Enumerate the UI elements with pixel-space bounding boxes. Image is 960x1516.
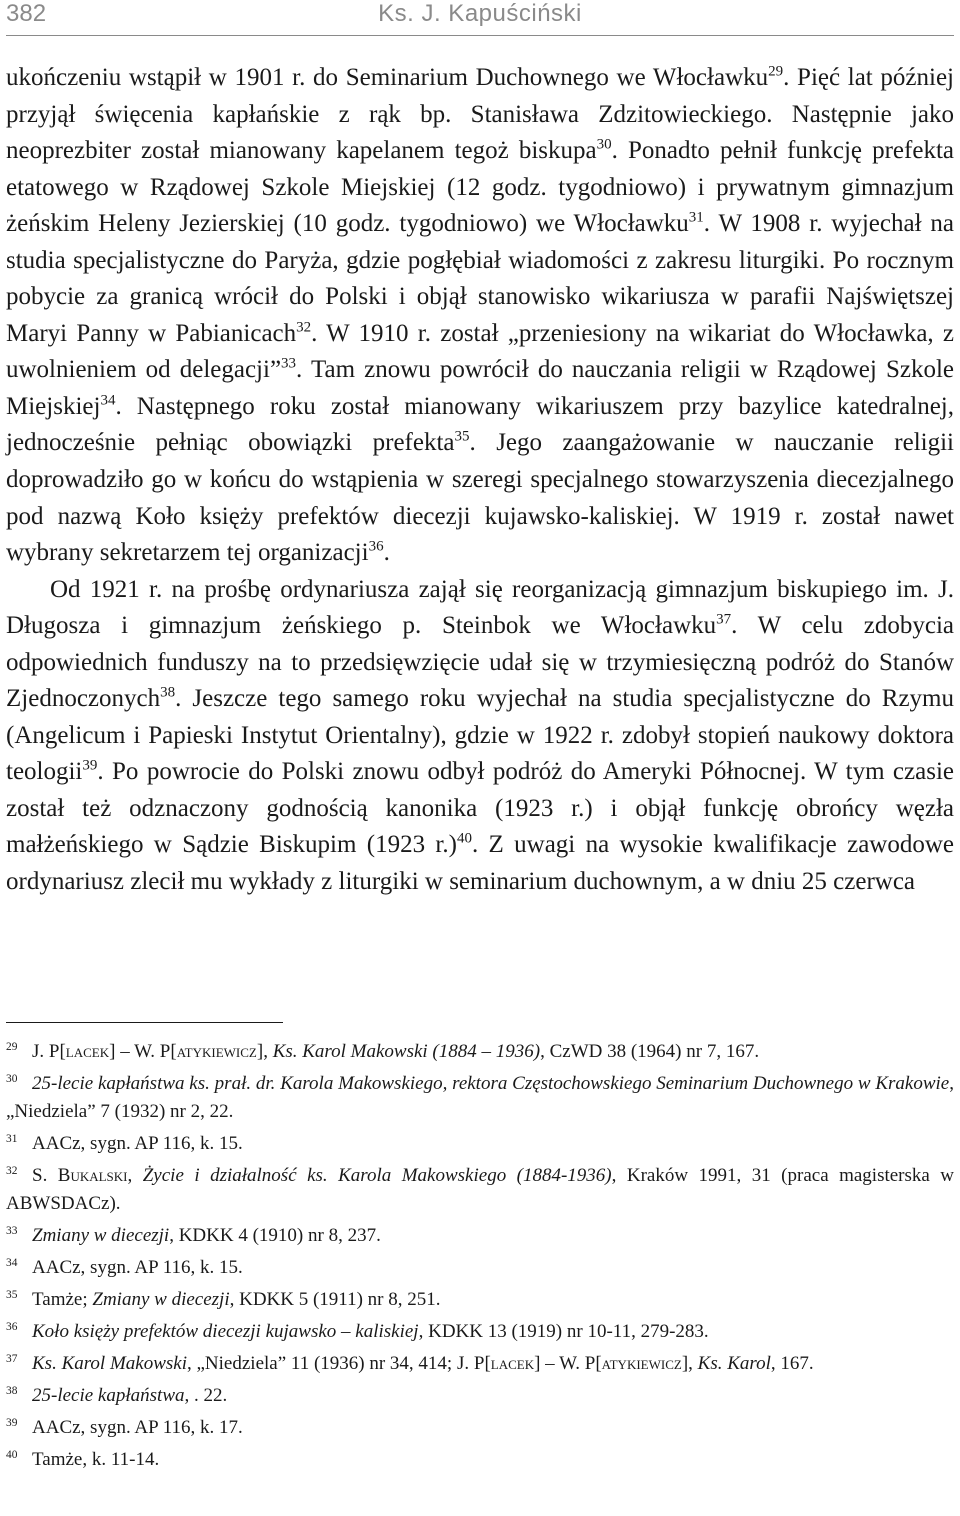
running-title: Ks. J. Kapuściński [378, 0, 582, 27]
footnotes [6, 1038, 954, 1478]
footnote-35: 35 Tamże; Zmiany w diecezji, KDKK 5 (1911) nr 8, 251. [6, 1288, 441, 1310]
footnote-32: 32 S. Bukalski, Życie i działalność ks. Karola Makowskiego (1884-1936), Kraków 1991, 31 (praca magisterska w ABWSDACz). [6, 1164, 955, 1214]
italic-text: Życie i działalność ks. Karola Makowskiego (1884-1936) [142, 1165, 612, 1186]
footnote-39: 39 AACz, sygn. AP 116, k. 17. [6, 1416, 243, 1438]
text-run: , [127, 1165, 143, 1186]
text-run: , [688, 1353, 698, 1374]
italic-text: 25-lecie kapłaństwa [32, 1385, 185, 1406]
footnote-ref: 34 [100, 392, 116, 409]
text-run: . Ponadto pełnił funkcję prefekta etatowego w Rządowej Szkole Miejskiej (12 godz. tygodniowo) i prywatnym gimnazjum żeńskim Heleny Jezierskiej (10 godz. tygodniowo) we Włocławku [6, 137, 954, 238]
page-number: 382 [6, 0, 47, 27]
footnote-ref: 39 [82, 758, 98, 775]
text-run: . Tam znowu powrócił do nauczania religii w Rządowej Szkole Miejskiej [6, 356, 954, 420]
footnote-ref: 38 [160, 684, 176, 701]
text-run: , [263, 1041, 273, 1062]
text-run: . W 1910 r. został „przeniesiony na wikariat do Włocławka, z uwolnieniem od delegacji” [6, 319, 954, 384]
text-run: . [383, 539, 390, 567]
footnote-ref: 29 [768, 63, 784, 80]
footnote-34: 34 AACz, sygn. AP 116, k. 15. [6, 1256, 243, 1278]
italic-text: Ks. Karol Makowski [32, 1353, 187, 1374]
small-caps-text: [atykiewicz] [170, 1041, 264, 1062]
footnote-ref: 35 [454, 429, 470, 446]
footnote-38: 38 25-lecie kapłaństwa, . 22. [6, 1384, 228, 1406]
footnote-ref: 40 [456, 831, 472, 848]
italic-text: Ks. Karol Makowski (1884 – 1936) [272, 1041, 541, 1062]
italic-text: Zmiany w diecezji [92, 1289, 230, 1310]
small-caps-text: [atykiewicz] [595, 1353, 689, 1374]
footnote-ref: 36 [368, 538, 384, 555]
italic-text: 25-lecie kapłaństwa ks. prał. dr. Karola Makowskiego, rektora Częstochowskiego Seminarium Duchownego w Krakowie [32, 1073, 950, 1094]
text-run: . W 1908 r. wyjechał na studia specjalistyczne do Paryża, gdzie pogłębiał wiadomości z zakresu liturgiki. Po rocznym pobycie za granicą wrócił do Polski i objął stanowisko wikariusza w parafii Najświętszej Maryi Panny w Pabianicach [6, 210, 954, 347]
footnote-ref: 32 [296, 319, 312, 336]
paragraph-2 [6, 572, 954, 901]
text-run: . Z uwagi na wysokie kwalifikacje zawodowe ordynariusz zlecił mu wykłady z liturgiki w seminarium duchownym, a w dniu 25 czerwca [6, 831, 954, 896]
footnote-ref: 33 [281, 356, 297, 373]
text-run: , Kraków 1991, 31 (praca magisterska w ABWSDACz). [6, 1165, 955, 1214]
text-run: , 167. [770, 1353, 814, 1374]
text-run: Tamże; [32, 1289, 93, 1310]
text-run: S. B [32, 1165, 71, 1186]
text-run: . Po powrocie do Polski znowu odbył podróż do Ameryki Północnej. W tym czasie został też odznaczony godnością kanonika (1923 r.) i objął funkcję obrońcy węzła małżeńskiego w Sądzie Biskupim (1923 r.) [6, 758, 954, 859]
text-run: AACz, sygn. AP 116, k. 15. [32, 1133, 243, 1154]
text-run: . Jego zaangażowanie w nauczanie religii doprowadziło go w końcu do wstąpienia w szeregi specjalnego stowarzyszenia diecezjalnego pod nazwą Koło księży prefektów diecezji kujawsko-kaliskiej. W 1919 r. został nawet wybrany sekretarzem tej organizacji [6, 429, 954, 567]
text-run: J. P [32, 1041, 60, 1062]
footnote-ref: 31 [688, 209, 704, 226]
footnote-36: 36 Koło księży prefektów diecezji kujawsko – kaliskiej, KDKK 13 (1919) nr 10-11, 279-283. [6, 1320, 709, 1342]
footnote-29: 29 J. P[lacek] – W. P[atykiewicz], Ks. Karol Makowski (1884 – 1936), CzWD 38 (1964) nr 7, 167. [6, 1040, 760, 1062]
footnote-ref: 30 [596, 136, 612, 153]
text-run: , „Niedziela” 11 (1936) nr 34, 414; J. P [187, 1353, 485, 1374]
text-run: , KDKK 13 (1919) nr 10-11, 279-283. [418, 1321, 709, 1342]
small-caps-text: [lacek] [484, 1353, 541, 1374]
footnote-ref: 37 [716, 611, 732, 628]
text-run: – W. P [540, 1353, 596, 1374]
italic-text: Ks. Karol [697, 1353, 771, 1374]
text-run: AACz, sygn. AP 116, k. 17. [32, 1417, 243, 1438]
text-run: , . 22. [184, 1385, 228, 1406]
italic-text: Koło księży prefektów diecezji kujawsko – kaliskiej [32, 1321, 419, 1342]
small-caps-text: ukalski [70, 1165, 128, 1186]
text-run: . Jeszcze tego samego roku wyjechał na studia specjalistyczne do Rzymu (Angelicum i Papieski Instytut Orientalny), gdzie w 1922 r. zdobył stopień naukowy doktora teologii [6, 685, 954, 786]
text-run: , CzWD 38 (1964) nr 7, 167. [540, 1041, 760, 1062]
main-text [6, 60, 954, 901]
text-run: , „Niedziela” 7 (1932) nr 2, 22. [6, 1073, 954, 1122]
footnote-33: 33 Zmiany w diecezji, KDKK 4 (1910) nr 8, 237. [6, 1224, 381, 1246]
text-run: Od 1921 r. na prośbę ordynariusza zajął się reorganizacją gimnazjum biskupiego im. J. Długosza i gimnazjum żeńskiego p. Steinbok we Włocławku [6, 575, 954, 640]
text-run: . Pięć lat później przyjął święcenia kapłańskie z rąk bp. Stanisława Zdzitowieckiego. Następnie jako neoprezbiter został mianowany kapelanem tegoż biskupa [6, 64, 955, 165]
footnote-rule [6, 1022, 283, 1023]
italic-text: Zmiany w diecezji [32, 1225, 170, 1246]
paragraph-1 [6, 60, 954, 572]
small-caps-text: [lacek] [59, 1041, 116, 1062]
text-run: , KDKK 5 (1911) nr 8, 251. [229, 1289, 441, 1310]
footnote-30: 30 25-lecie kapłaństwa ks. prał. dr. Karola Makowskiego, rektora Częstochowskiego Seminarium Duchownego w Krakowie, „Niedziela” 7 (1932) nr 2, 22. [6, 1072, 954, 1122]
text-run: Tamże, k. 11-14. [32, 1449, 160, 1470]
text-run: – W. P [115, 1041, 171, 1062]
text-run: , KDKK 4 (1910) nr 8, 237. [169, 1225, 381, 1246]
footnote-37: 37 Ks. Karol Makowski, „Niedziela” 11 (1936) nr 34, 414; J. P[lacek] – W. P[atykiewicz], Ks. Karol, 167. [6, 1352, 814, 1374]
header-rule [6, 35, 954, 36]
text-run: . Następnego roku został mianowany wikariuszem przy bazylice katedralnej, jednocześnie pełniąc obowiązki prefekta [6, 392, 954, 457]
footnote-31: 31 AACz, sygn. AP 116, k. 15. [6, 1132, 243, 1154]
text-run: . W celu zdobycia odpowiednich funduszy na to przedsięwzięcie udał się w trzymiesięczną podróż do Stanów Zjednoczonych [6, 612, 954, 713]
text-run: ukończeniu wstąpił w 1901 r. do Seminarium Duchownego we Włocławku [6, 64, 769, 91]
text-run: AACz, sygn. AP 116, k. 15. [32, 1257, 243, 1278]
footnote-40: 40 Tamże, k. 11-14. [6, 1448, 160, 1470]
running-header [6, 0, 954, 28]
